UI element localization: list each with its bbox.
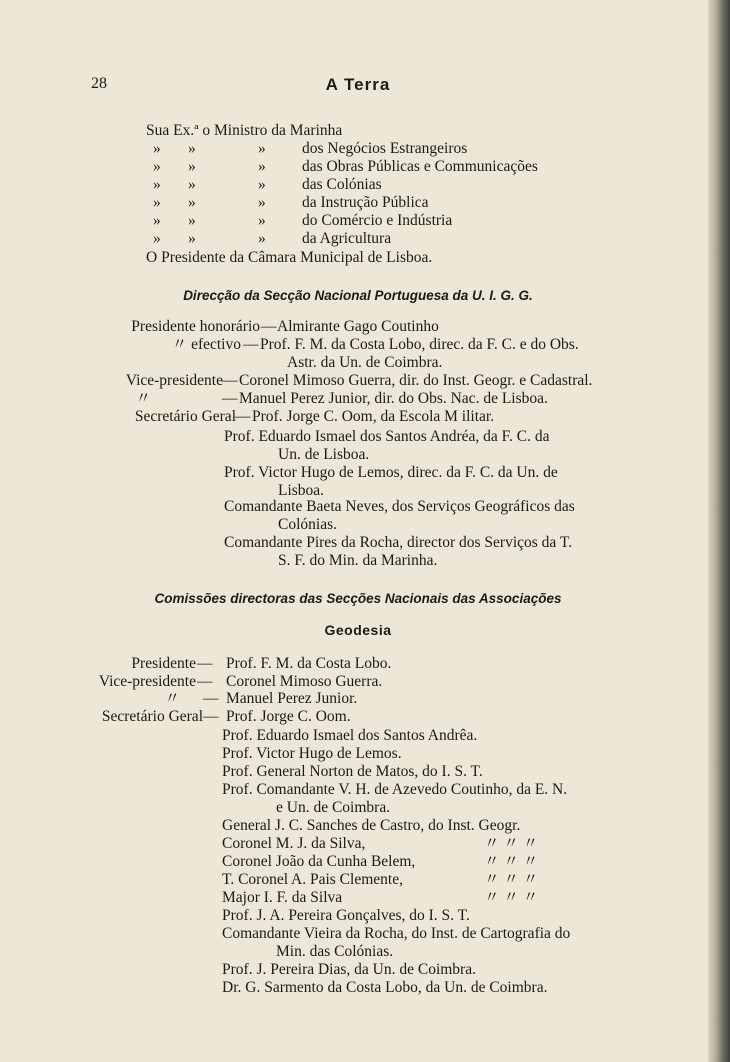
minister-portfolio: das Obras Públicas e Communicações (302, 158, 538, 175)
ditto-marks: 〃 〃 〃 (484, 889, 539, 906)
ditto-mark: » (153, 158, 161, 175)
role-dash: — (203, 708, 219, 725)
ditto-marks: 〃 〃 〃 (484, 835, 539, 852)
book-spine-edge (708, 0, 730, 1062)
role-holder: Prof. F. M. da Costa Lobo. (226, 655, 392, 672)
member-line-continued: S. F. do Min. da Marinha. (278, 552, 438, 569)
ditto-mark: » (258, 194, 266, 211)
role-dash: — (203, 690, 219, 707)
member-line-continued: Lisboa. (278, 482, 325, 499)
member-line: Dr. G. Sarmento da Costa Lobo, da Un. de Coimbra. (222, 979, 548, 996)
minister-portfolio: do Comércio e Indústria (302, 212, 453, 229)
minister-portfolio: das Colónias (302, 176, 382, 193)
role-holder: Manuel Perez Junior. (226, 690, 358, 707)
role-label: Presidente honorário (131, 318, 260, 335)
page-number: 28 (91, 75, 107, 92)
ditto-mark: » (188, 158, 196, 175)
ditto-marks: 〃 〃 〃 (484, 871, 539, 888)
ditto-mark: » (188, 212, 196, 229)
minister-portfolio: dos Negócios Estrangeiros (302, 140, 468, 157)
ditto-mark: » (153, 230, 161, 247)
ditto-mark: » (153, 194, 161, 211)
role-holder: Prof. F. M. da Costa Lobo, direc. da F. C. e do Obs. (260, 336, 579, 353)
member-line: Comandante Vieira da Rocha, do Inst. de Cartografia do (222, 925, 571, 942)
member-line: T. Coronel A. Pais Clemente, (222, 871, 403, 888)
member-line: Prof. Comandante V. H. de Azevedo Coutinho, da E. N. (222, 781, 568, 798)
member-line-continued: Min. das Colónias. (276, 943, 394, 960)
ditto-mark: » (188, 176, 196, 193)
running-title: A Terra (325, 75, 391, 94)
member-line: Prof. J. Pereira Dias, da Un. de Coimbra. (222, 961, 476, 978)
role-label: Vice-presidente (125, 372, 223, 389)
role-dash: — (222, 372, 238, 389)
role-label: 〃 efectivo (171, 336, 241, 353)
minister-portfolio: da Agricultura (302, 230, 392, 247)
role-holder: Coronel Mimoso Guerra, dir. do Inst. Geogr. e Cadastral. (239, 372, 593, 389)
member-line: General J. C. Sanches de Castro, do Inst. Geogr. (222, 817, 521, 834)
role-dash: — (261, 318, 277, 335)
section-heading: Comissões directoras das Secções Nacionais das Associações (154, 591, 562, 606)
ditto-mark: 〃 (135, 390, 151, 407)
member-line: Coronel João da Cunha Belem, (222, 853, 416, 870)
role-dash: — (222, 390, 238, 407)
member-line-continued: e Un. de Coimbra. (276, 799, 391, 816)
ditto-mark: » (188, 194, 196, 211)
ditto-mark: » (188, 140, 196, 157)
member-line: Comandante Baeta Neves, dos Serviços Geográficos das (224, 498, 575, 515)
member-line: Prof. General Norton de Matos, do I. S. T. (222, 763, 483, 780)
member-line: Prof. J. A. Pereira Gonçalves, do I. S. T. (222, 907, 470, 924)
member-line: Prof. Victor Hugo de Lemos. (222, 745, 402, 762)
role-label: Vice-presidente (98, 673, 196, 690)
role-holder: Coronel Mimoso Guerra. (226, 673, 383, 690)
ditto-mark: » (258, 140, 266, 157)
section-heading: Direcção da Secção Nacional Portuguesa da U. I. G. G. (183, 288, 533, 303)
role-dash: — (197, 655, 213, 672)
ditto-mark: » (258, 230, 266, 247)
member-line: Coronel M. J. da Silva, (222, 835, 366, 852)
member-line: Comandante Pires da Rocha, director dos Serviços da T. (224, 534, 573, 551)
member-line-continued: Un. de Lisboa. (278, 446, 370, 463)
ditto-mark: » (258, 212, 266, 229)
role-holder-continued: Astr. da Un. de Coimbra. (287, 354, 443, 371)
subsection-heading: Geodesia (324, 622, 392, 638)
role-holder: Almirante Gago Coutinho (277, 318, 439, 335)
ditto-mark: 〃 (164, 690, 180, 707)
ditto-mark: » (258, 176, 266, 193)
ditto-marks: 〃 〃 〃 (484, 853, 539, 870)
ditto-mark: » (153, 140, 161, 157)
member-line: Prof. Eduardo Ismael dos Santos Andrêa. (222, 727, 478, 744)
role-dash: — (235, 408, 251, 425)
role-holder: Prof. Jorge C. Oom. (226, 708, 351, 725)
role-dash: — (197, 673, 213, 690)
ditto-mark: » (153, 212, 161, 229)
minister-line: Sua Ex.ª o Ministro da Marinha (146, 122, 343, 139)
ditto-mark: » (188, 230, 196, 247)
role-dash: — (243, 336, 259, 353)
member-line: Prof. Eduardo Ismael dos Santos Andréa, da F. C. da (224, 428, 550, 445)
role-label: Secretário Geral (101, 708, 203, 725)
role-holder: Manuel Perez Junior, dir. do Obs. Nac. de Lisboa. (239, 390, 548, 407)
minister-portfolio: da Instrução Pública (302, 194, 429, 211)
ditto-mark: » (258, 158, 266, 175)
member-line: Prof. Victor Hugo de Lemos, direc. da F. C. da Un. de (224, 464, 558, 481)
member-line: Major I. F. da Silva (222, 889, 343, 906)
role-holder: Prof. Jorge C. Oom, da Escola M ilitar. (252, 408, 495, 425)
member-line-continued: Colónias. (278, 516, 337, 533)
mayor-line: O Presidente da Câmara Municipal de Lisboa. (146, 249, 433, 266)
role-label: Secretário Geral (134, 408, 236, 425)
ditto-mark: » (153, 176, 161, 193)
role-label: Presidente (131, 655, 196, 672)
